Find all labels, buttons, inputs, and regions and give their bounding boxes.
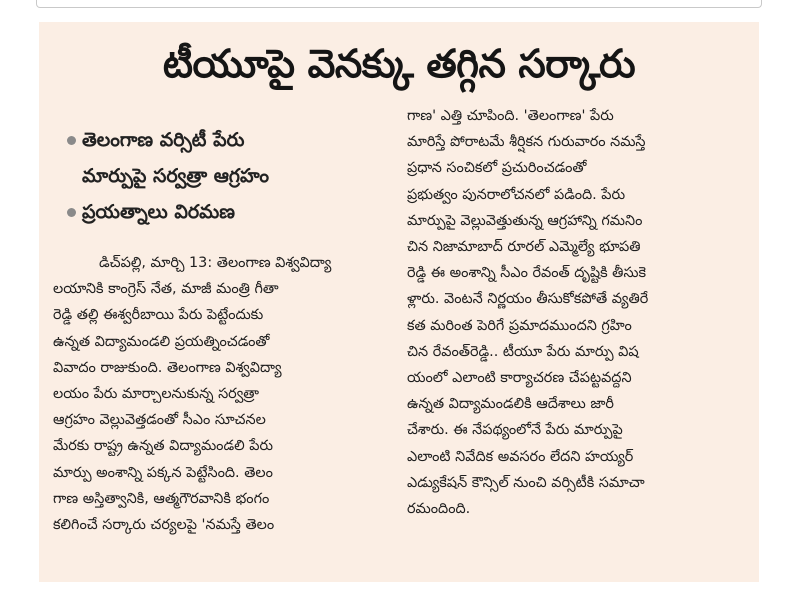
- text-line: మార్పుపై వెల్లువెత్తుతున్న ఆగ్రహాన్ని గమనిం: [407, 212, 643, 229]
- bullet-item: [67, 158, 387, 194]
- headline: టీయూపై వెనక్కు తగ్గిన సర్కారు: [162, 42, 636, 87]
- bullet-item: [67, 194, 387, 230]
- text-line: ప్రభుత్వం పునరాలోచనలో పడింది. పేరు: [407, 186, 626, 203]
- text-line: రమందింది.: [407, 501, 471, 518]
- text-line: ఉన్నత విద్యామండలికి ఆదేశాలు జారీ: [407, 396, 614, 413]
- text-line: ఉన్నత విద్యామండలి ప్రయత్నించడంతో: [53, 333, 270, 350]
- text-line: ఆగ్రహం వెల్లువెత్తడంతో సీఎం సూచనల: [53, 412, 266, 429]
- text-line: మేరకు రాష్ట్ర ఉన్నత విద్యామండలి పేరు: [53, 438, 273, 455]
- bullet-text: ప్రయత్నాలు విరమణ: [82, 201, 235, 223]
- bullet-text: మార్పుపై సర్వత్రా ఆగ్రహం: [82, 165, 270, 187]
- text-line: మార్పు అంశాన్ని పక్కన పెట్టేసింది. తెలం: [53, 464, 273, 481]
- bullet-list: [67, 122, 387, 230]
- text-line: రెడ్డి తల్లి ఈశ్వరీబాయి పేరు పెట్టేందుకు: [53, 307, 264, 324]
- text-line: గాణ అస్తిత్వానికి, ఆత్మగౌరవానికి భంగం: [53, 490, 270, 507]
- text-line: కలిగించే సర్కారు చర్యలపై 'నమస్తే తెలం: [53, 517, 275, 534]
- text-line: డిచ్‌పల్లి, మార్చి 13: తెలంగాణ విశ్వవిద్యా: [99, 255, 332, 271]
- text-line: చేశారు. ఈ నేపథ్యంలోనే పేరు మార్పుపై: [407, 422, 623, 439]
- bullet-dot-icon: [67, 136, 76, 145]
- bullet-text: తెలంగాణ వర్సిటీ పేరు: [82, 129, 245, 151]
- text-line: చిన నిజామాబాద్ రూరల్ ఎమ్మెల్యే భూపతి: [407, 239, 641, 256]
- text-line: ప్రధాన సంచికలో ప్రచురించడంతో: [407, 160, 587, 177]
- previous-article-border: [36, 0, 762, 8]
- text-line: కత మరింత పెరిగే ప్రమాదముందని గ్రహిం: [407, 317, 632, 334]
- text-line: ళ్లారు. వెంటనే నిర్ణయం తీసుకోకపోతే వ్యతిరే: [407, 291, 649, 308]
- text-line: రెడ్డి ఈ అంశాన్ని సీఎం రేవంత్ దృష్టికి తీసుకె: [407, 265, 647, 282]
- text-line: గాణ' ఎత్తి చూపింది. 'తెలంగాణ' పేరు: [407, 108, 614, 124]
- text-line: చిన రేవంత్‌రెడ్డి.. టీయూ పేరు మార్పు విష: [407, 343, 639, 360]
- bullet-item: [67, 122, 387, 158]
- article-right-column: [407, 103, 751, 522]
- news-clipping: [39, 22, 759, 582]
- text-line: మారిస్తే పోరాటమే శీర్షికన గురువారం నమస్తే: [407, 134, 646, 151]
- text-line: వివాదం రాజుకుంది. తెలంగాణ విశ్వవిద్యా: [53, 359, 282, 376]
- text-line: యంలో ఎలాంటి కార్యాచరణ చేపట్టవద్దని: [407, 370, 632, 387]
- text-line: లయానికి కాంగ్రెస్ నేత, మాజీ మంత్రి గీతా: [53, 281, 279, 298]
- bullet-dot-icon: [67, 208, 76, 217]
- text-line: ఎడ్యుకేషన్ కౌన్సిల్ నుంచి వర్సిటీకి సమాచా: [407, 474, 645, 491]
- text-line: లయం పేరు మార్చాలనుకున్న సర్వత్రా: [53, 386, 260, 403]
- article-left-column: [53, 250, 388, 538]
- text-line: ఎలాంటి నివేదిక అవసరం లేదని హయ్యర్: [407, 448, 634, 465]
